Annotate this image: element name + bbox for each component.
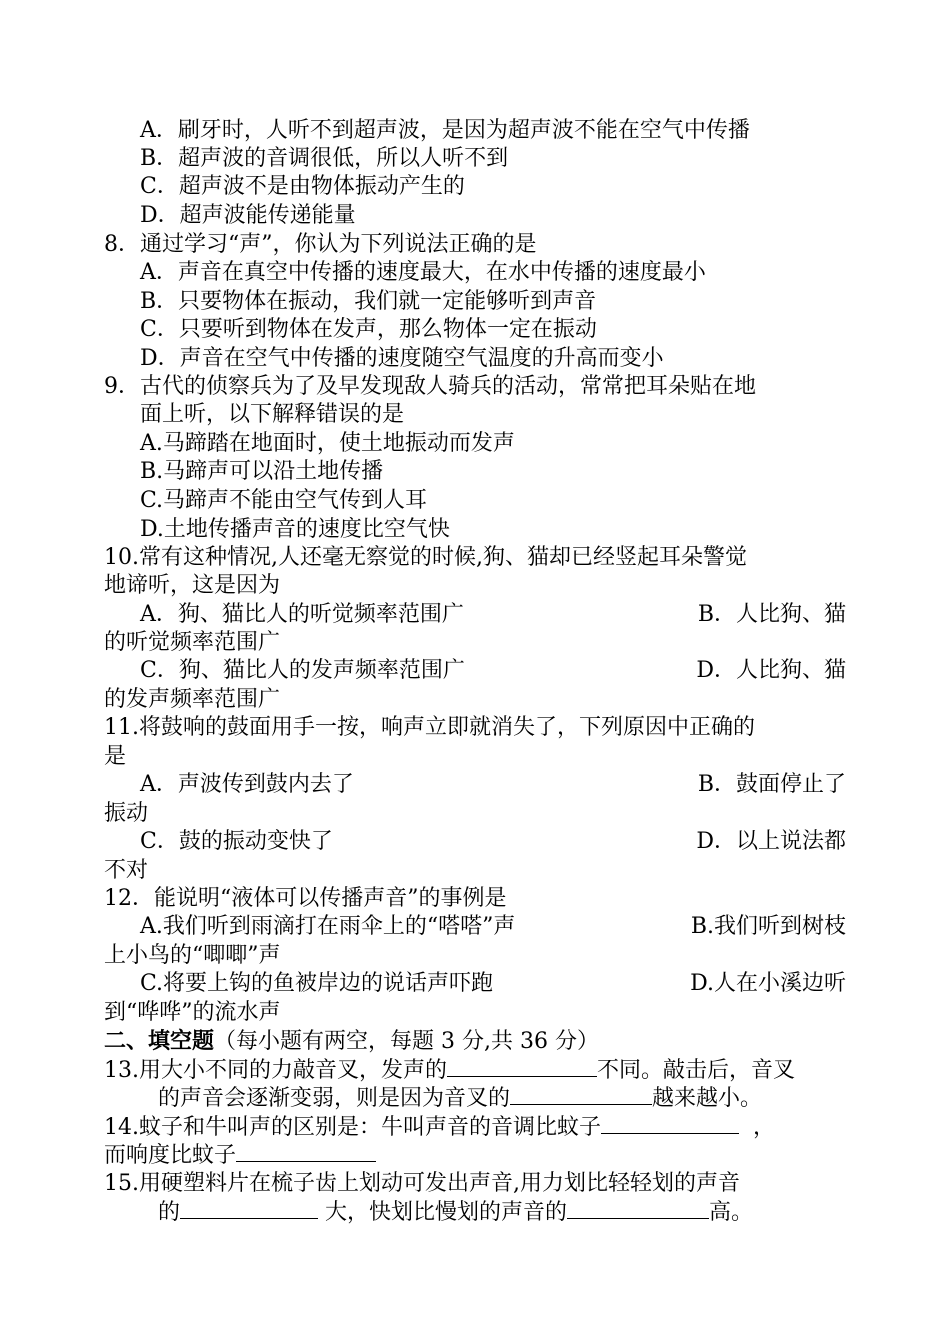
q9-option-a: A.马蹄踏在地面时，使土地振动而发声 [140,431,515,456]
q9-stem-line1: 9．古代的侦察兵为了及早发现敌人骑兵的活动，常常把耳朵贴在地 [104,374,756,399]
q15-blank-1[interactable] [180,1198,318,1219]
q14-text-3: 而响度比蚊子 [104,1143,237,1168]
q10-option-c: C．狗、猫比人的发声频率范围广 [140,658,465,683]
q13-line2 [158,1084,762,1112]
section-header [104,1027,599,1055]
q11-option-a: A．声波传到鼓内去了 [140,772,354,797]
q11-option-d-cont: 不对 [104,858,149,883]
q13-blank-1[interactable] [447,1056,597,1077]
q15-line2 [158,1198,753,1226]
q8-stem: 8．通过学习“声”，你认为下列说法正确的是 [104,232,537,257]
q14-line2 [104,1141,376,1169]
q12-option-b-cont: 上小鸟的“唧唧”声 [104,943,281,968]
q13-text-1: 13.用大小不同的力敲音叉，发声的 [104,1058,447,1083]
q14-blank-1[interactable] [601,1113,739,1134]
q7-option-a: A．刷牙时，人听不到超声波，是因为超声波不能在空气中传播 [140,118,750,143]
section-note: （每小题有两空，每题 3 分,共 36 分） [214,1029,599,1054]
q13-text-4: 越来越小。 [652,1086,763,1111]
q15-text-2: 的 [158,1200,181,1225]
q12-option-d-cont: 到“哗哗”的流水声 [104,1000,281,1025]
q9-option-b: B.马蹄声可以沿土地传播 [140,459,384,484]
q11-option-b: B．鼓面停止了 [697,772,846,797]
q9-option-d: D.土地传播声音的速度比空气快 [140,517,450,542]
q11-option-d: D．以上说法都 [696,829,846,854]
q8-option-a: A．声音在真空中传播的速度最大，在水中传播的速度最小 [140,260,706,285]
q12-option-b: B.我们听到树枝 [690,914,846,939]
q8-option-c: C．只要听到物体在发声，那么物体一定在振动 [140,317,597,342]
q11-option-b-cont: 振动 [104,801,149,826]
q13-text-3: 的声音会逐渐变弱，则是因为音叉的 [158,1086,511,1111]
q10-stem-line2: 地谛听，这是因为 [104,573,281,598]
q14-text-2: ， [753,1115,776,1140]
q15-text-4: 高。 [709,1200,754,1225]
q10-option-d-cont: 的发声频率范围广 [104,687,281,712]
q15-blank-2[interactable] [567,1198,709,1219]
q10-option-d: D．人比狗、猫 [696,658,846,683]
q13-line1 [104,1056,795,1084]
q14-text-1: 14.蚊子和牛叫声的区别是：牛叫声音的音调比蚊子 [104,1115,601,1140]
q9-option-c: C.马蹄声不能由空气传到人耳 [140,488,428,513]
q9-stem-line2: 面上听，以下解释错误的是 [140,402,405,427]
q8-option-b: B．只要物体在振动，我们就一定能够听到声音 [140,289,597,314]
q15-text-3: 大，快划比慢划的声音的 [318,1200,568,1225]
q12-stem: 12．能说明“液体可以传播声音”的事例是 [104,886,507,911]
q14-line1 [104,1113,775,1141]
section-title: 二、填空题 [104,1028,215,1054]
q7-option-c: C．超声波不是由物体振动产生的 [140,174,465,199]
q12-option-c: C.将要上钩的鱼被岸边的说话声吓跑 [140,971,494,996]
q13-blank-2[interactable] [510,1084,652,1105]
q10-stem-line1: 10.常有这种情况,人还毫无察觉的时候,狗、猫却已经竖起耳朵警觉 [104,545,747,570]
q11-stem-line1: 11.将鼓响的鼓面用手一按，响声立即就消失了，下列原因中正确的 [104,715,755,740]
q12-option-a: A.我们听到雨滴打在雨伞上的“嗒嗒”声 [140,914,516,939]
q11-option-c: C．鼓的振动变快了 [140,829,333,854]
q7-option-d: D．超声波能传递能量 [140,203,356,228]
q10-option-a: A．狗、猫比人的听觉频率范围广 [140,602,464,627]
q13-text-2: 不同。敲击后，音叉 [597,1058,796,1083]
q14-blank-2[interactable] [236,1141,376,1162]
q10-option-b-cont: 的听觉频率范围广 [104,630,281,655]
q8-option-d: D．声音在空气中传播的速度随空气温度的升高而变小 [140,346,664,371]
q10-option-b: B．人比狗、猫 [697,602,846,627]
q12-option-d: D.人在小溪边听 [690,971,846,996]
q15-line1: 15.用硬塑料片在梳子齿上划动可发出声音,用力划比轻轻划的声音 [104,1171,740,1196]
q7-option-b: B．超声波的音调很低，所以人听不到 [140,146,509,171]
q11-stem-line2: 是 [104,744,127,769]
